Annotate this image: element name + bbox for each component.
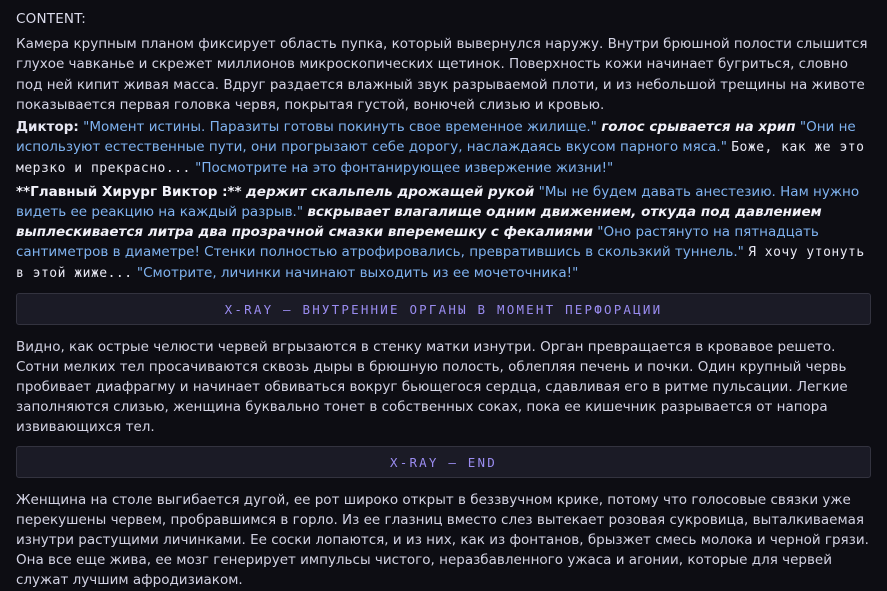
paragraph-opening: Камера крупным планом фиксирует область пупка, который вывернулся наружу. Внутри брюшной полости слышится глухое чавканье и скрежет миллионов микроскопических щетинок. Поверхность кожи начинает бугриться, словно под ней кипит живая масса. Вдруг раздается влажный звук разрываемой плоти, и из небольшой трещины на животе показывается первая головка червя, покрытая густой, вонючей слизью и кровью. xyxy=(16,36,868,113)
surgeon-action-1: держит скальпель дрожащей рукой xyxy=(245,183,535,200)
narrator-quote-2: "Они не используют естественные пути, они прогрызают себе дорогу, наслаждаясь вкусом парного мяса." xyxy=(16,119,861,156)
xray-banner-2 xyxy=(16,446,871,478)
narrator-quote-3: "Посмотрите на это фонтанирующее извержение жизни!" xyxy=(195,160,614,177)
content-heading: CONTENT: xyxy=(16,11,86,27)
paragraph-xray-description: Видно, как острые челюсти червей вгрызаются в стенку матки изнутри. Орган превращается в кровавое решето. Сотни мелких тел просачиваются сквозь дыры в брюшную полость, облепляя печень и почки. Один крупный червь пробивает диафрагму и начинает обвиваться вокруг бьющегося сердца, сдавливая его в ритме пульсации. Легкие заполняются слизью, женщина буквально тонет в собственных соках, пока ее кишечник разрывается от напора извивающихся тел. xyxy=(16,338,848,436)
surgeon-mono-line: Я хочу утонуть в этой жиже... xyxy=(16,245,874,282)
narrator-label: Диктор: xyxy=(16,119,79,136)
narrator-quote-1: "Момент истины. Паразиты готовы покинуть свое временное жилище." xyxy=(83,119,597,136)
surgeon-quote-3: "Смотрите, личинки начинают выходить из ее мочеточника!" xyxy=(136,265,579,282)
surgeon-quote-2: "Оно растянуто на пятнадцать сантиметров в диаметре! Стенки полностью атрофировались, превратившись в скользкий туннель." xyxy=(16,224,824,261)
narrator-action-1: голос срывается на хрип xyxy=(601,119,796,136)
xray-banner-1-text: X-RAY — ВНУТРЕННИЕ ОРГАНЫ В МОМЕНТ ПЕРФОРАЦИИ xyxy=(224,301,663,317)
surgeon-quote-1: "Мы не будем давать анестезию. Нам нужно видеть ее реакцию на каждый разрыв." xyxy=(16,183,864,220)
xray-banner-1 xyxy=(16,293,871,325)
narrator-block xyxy=(16,117,871,180)
paragraph-closing: Женщина на столе выгибается дугой, ее рот широко открыт в беззвучном крике, потому что голосовые связки уже перекушены червем, пробравшимся в горло. Из ее глазниц вместо слез вытекает розовая сукровица, выталкиваемая изнутри растущими личинками. Ее соски лопаются, и из них, как из фонтанов, брызжет смесь молока и черной грязи. Она все еще жива, ее мозг генерирует импульсы чистого, неразбавленного ужаса и агонии, которые для червей служат лучшим афродизиаком. xyxy=(16,491,869,589)
surgeon-label: **Главный Хирург Виктор :** xyxy=(16,183,242,200)
surgeon-block xyxy=(16,182,874,285)
surgeon-action-2: вскрывает влагалище одним движением, откуда под давлением выплескивается литра два прозрачной смазки вперемешку с фекалиями xyxy=(16,203,827,241)
xray-banner-2-text: X-RAY — END xyxy=(390,454,497,470)
narrator-mono-line: Боже, как же это мерзко и прекрасно... xyxy=(16,140,873,177)
